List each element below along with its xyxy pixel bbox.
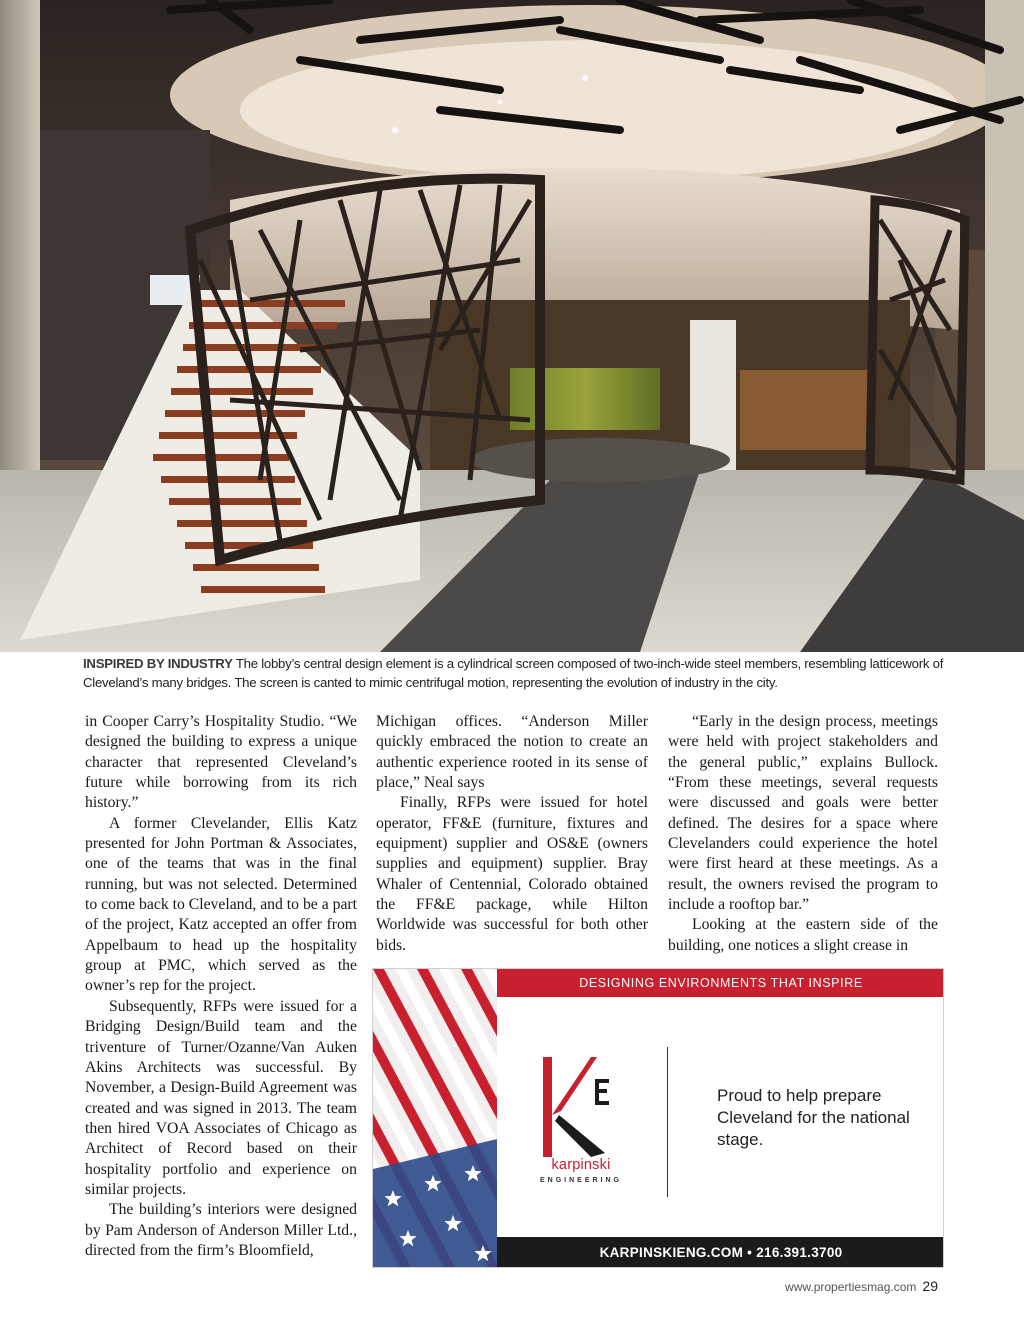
photo-caption — [83, 654, 953, 692]
paragraph: Michigan offices. “Anderson Miller quickly embraced the notion to create an authentic experience rooted in its sense of place,” Neal says — [376, 713, 648, 792]
article-column-3 — [668, 712, 938, 956]
footer-url[interactable]: www.propertiesmag.com — [785, 1280, 917, 1294]
paragraph: Finally, RFPs were issued for hotel operator, FF&E (furniture, fixtures and equipment) supplier and OS&E (owners supplies and equipment) supplier. Bray Whaler of Centennial, Colorado obtained the FF&E package, while Hilton Worldwide was successful for both other bids. — [376, 794, 648, 954]
ad-tagline: Proud to help prepare Cleveland for the national stage. — [717, 1086, 910, 1149]
hotel-lobby-photo — [0, 0, 1024, 652]
paragraph: A former Clevelander, Ellis Katz presented for John Portman & Associates, one of the teams that was in the final running, but was not selected. Determined to come back to Cleveland, and to be a part of the project, Katz accepted an offer from Appelbaum to head up the hospitality group at PMC, which served as the owner’s rep for the project. — [85, 814, 357, 995]
paragraph: “Early in the design process, meetings were held with project stakeholders and the general public,” explains Bullock. “From these meetings, several requests were discussed and goals were better defined. The desires for a space where Clevelanders could experience the hotel were first heard at these meetings. As a result, the owners revised the program to include a rooftop bar.” — [668, 713, 938, 914]
karpinski-advertisement[interactable] — [372, 968, 944, 1268]
paragraph: Subsequently, RFPs were issued for a Bridging Design/Build team and the triventure of Turner/Ozanne/Van Auken Akins Architects was successful. By November, a Design-Build Agreement was created and was signed in 2013. The team then hired VOA Associates of Chicago as Architect of Record based on their hospitality portfolio and experience on similar projects. — [85, 997, 357, 1198]
ad-headline: DESIGNING ENVIRONMENTS THAT INSPIRE — [497, 969, 944, 997]
ad-brand-subtitle: ENGINEERING — [539, 1177, 622, 1184]
flag-stripes-graphic — [373, 969, 497, 1268]
paragraph: in Cooper Carry’s Hospitality Studio. “We designed the building to express a unique character that represented Cleveland’s future while borrowing from its rich history.” — [85, 713, 357, 812]
ad-brand-name: karpinski — [551, 1157, 611, 1173]
page-footer — [785, 1278, 938, 1296]
article-column-1 — [85, 712, 357, 1261]
caption-text: The lobby’s central design element is a cylindrical screen composed of two-inch-wide steel members, resembling latticework of Cleveland’s many bridges. The screen is canted to mimic centrifugal motion, representing the evolution of industry in the city. — [83, 656, 944, 690]
ad-contact-bar[interactable]: KARPINSKIENG.COM • 216.391.3700 — [497, 1237, 944, 1268]
paragraph: The building’s interiors were designed by Pam Anderson of Anderson Miller Ltd., directed from the firm’s Bloomfield, — [85, 1201, 357, 1259]
page-number: 29 — [922, 1278, 938, 1294]
article-column-2 — [376, 712, 648, 956]
paragraph: Looking at the eastern side of the building, one notices a slight crease in — [668, 916, 938, 954]
karpinski-logo-icon — [533, 1045, 633, 1175]
ad-divider — [667, 1047, 668, 1197]
caption-lead: INSPIRED BY INDUSTRY — [83, 656, 233, 671]
